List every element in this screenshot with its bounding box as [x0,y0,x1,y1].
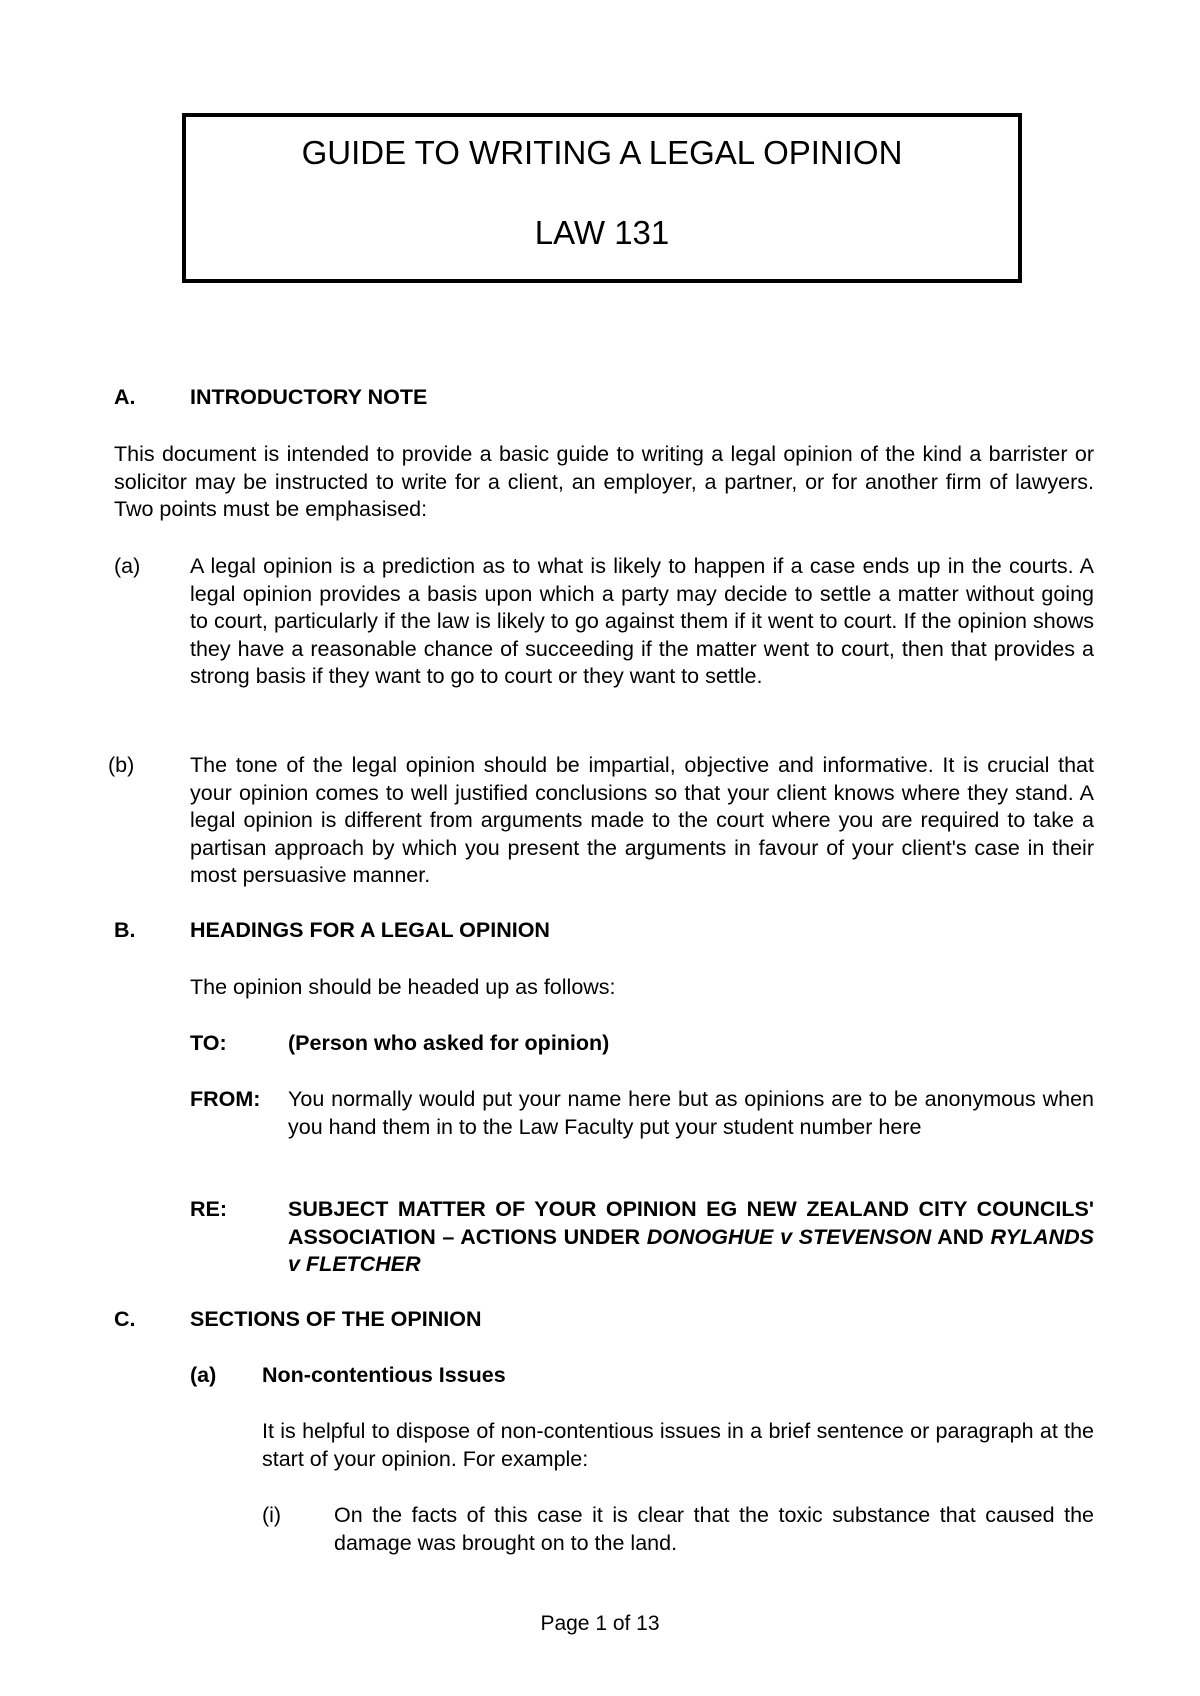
point-label: (a) [114,554,141,578]
re-label: RE: [190,1197,228,1221]
section-number: B. [114,918,136,942]
to-label: TO: [190,1031,227,1055]
re-case-1: DONOGHUE v STEVENSON [646,1224,932,1249]
from-value: You normally would put your name here but as opinions are to be anonymous when you hand them in to the Law Faculty put your student number here [288,1087,1094,1139]
example-text: On the facts of this case it is clear that the toxic substance that caused the damage was brought on to the land. [334,1503,1094,1555]
section-title: HEADINGS FOR A LEGAL OPINION [190,918,550,942]
point-text: A legal opinion is a prediction as to what is likely to happen if a case ends up in the courts. A legal opinion provides a basis upon which a party may decide to settle a matter without going to court, particularly if the law is likely to go against them if it went to court. If the opinion shows they have a reasonable chance of succeeding if the matter went to court, then that provides a strong basis if they want to go to court or they want to settle. [190,554,1094,688]
section-number: A. [114,385,136,409]
from-label: FROM: [190,1087,261,1111]
from-field [190,1086,1094,1170]
non-contentious-paragraph: It is helpful to dispose of non-contentious issues in a brief sentence or paragraph at the start of your opinion. For example: [262,1419,1094,1471]
point-text: The tone of the legal opinion should be impartial, objective and informative. It is crucial that your opinion comes to well justified conclusions so that your client knows where they stand. A legal opinion is different from arguments made to the court where you are required to take a partisan approach by which you present the arguments in favour of your client's case in their most persuasive manner. [190,753,1094,887]
headings-intro: The opinion should be headed up as follows: [190,975,616,999]
point-label: (b) [108,753,135,777]
to-value: (Person who asked for opinion) [288,1031,610,1055]
re-connector: AND [931,1224,991,1249]
section-number: C. [114,1307,136,1331]
course-code: LAW 131 [534,214,670,251]
section-b-heading [114,917,1014,945]
re-field [190,1196,1094,1280]
section-title: SECTIONS OF THE OPINION [190,1307,482,1331]
subsection-label: (a) [190,1363,217,1387]
title-box [182,113,1022,283]
example-label: (i) [262,1503,282,1527]
example-item [262,1502,1094,1558]
point-a [114,553,1094,723]
section-c-heading [114,1306,1014,1334]
section-title: INTRODUCTORY NOTE [190,385,428,409]
point-b [108,752,1094,897]
page-number: Page 1 of 13 [540,1612,660,1635]
intro-paragraph: This document is intended to provide a basic guide to writing a legal opinion of the kind a barrister or solicitor may be instructed to write for a client, an employer, a partner, or for another firm of lawyers. Two points must be emphasised: [114,442,1094,521]
re-value [288,1196,1094,1279]
to-field [190,1030,1094,1058]
subsection-heading [190,1362,1090,1390]
re-case-2: RYLANDS v FLETCHER [288,1224,1095,1276]
section-a-heading [114,384,1014,412]
subsection-title: Non-contentious Issues [262,1363,506,1387]
document-title: GUIDE TO WRITING A LEGAL OPINION [301,134,903,171]
re-subject: SUBJECT MATTER OF YOUR OPINION EG NEW ZEALAND CITY COUNCILS' ASSOCIATION – ACTIONS UNDER [288,1197,1094,1249]
